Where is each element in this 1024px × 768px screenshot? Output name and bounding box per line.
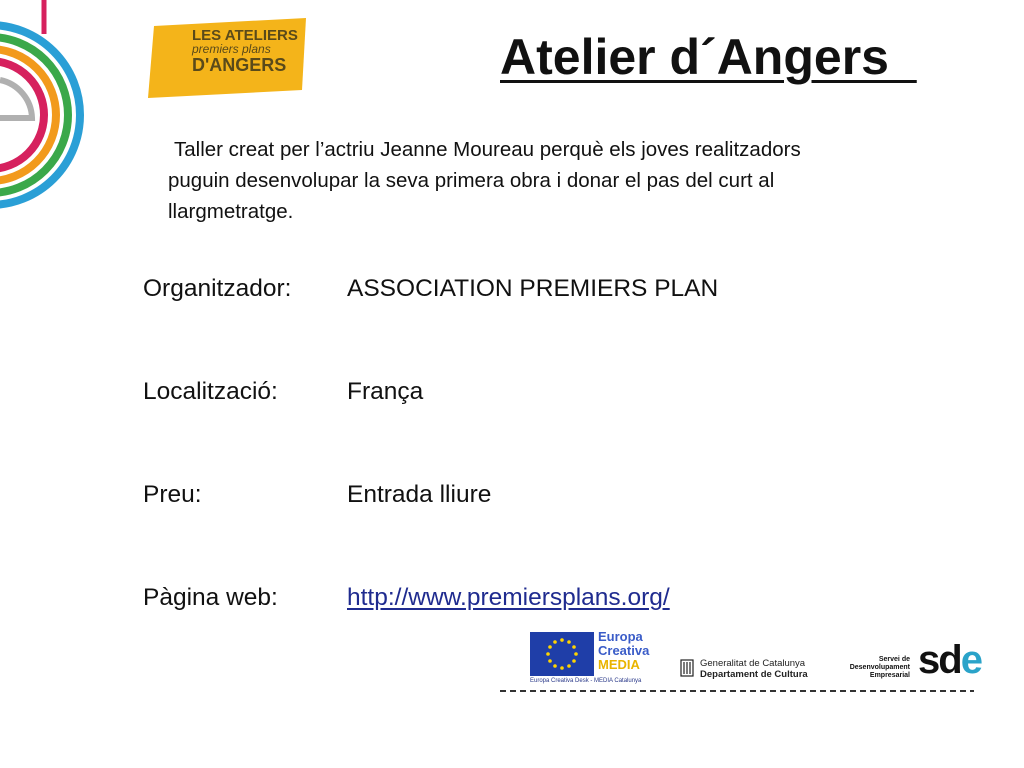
website-link[interactable]: http://www.premiersplans.org/ (347, 584, 670, 611)
footer-logos (500, 628, 981, 694)
web-label: Pàgina web: (143, 584, 278, 611)
logo-line1: LES ATELIERS (192, 27, 298, 44)
decorative-arcs (0, 0, 90, 230)
price-value: Entrada lliure (347, 481, 492, 508)
sde-e: e (960, 638, 981, 682)
europa-text: Europa (598, 629, 643, 644)
footer-divider (500, 690, 974, 692)
location-value: França (347, 378, 424, 405)
sde-caption: Servei de Desenvolupament Empresarial (849, 656, 910, 679)
sde-logo (918, 640, 981, 680)
generalitat-line2: Departament de Cultura (700, 669, 808, 680)
logo-line2: premiers plans (192, 42, 271, 56)
creativa-text: Creativa (598, 643, 650, 658)
description: Taller creat per l’actriu Jeanne Moureau perquè els joves realitzadors puguin desenvolupar la seva primera obra i donar el pas del curt al llargmetratge. (168, 138, 801, 223)
eu-flag-icon (530, 632, 594, 676)
price-label: Preu: (143, 481, 202, 508)
sde-sd: sd (918, 638, 961, 682)
organizer-label: Organitzador: (143, 275, 292, 302)
eu-desk-text: Europa Creativa Desk - MEDIA Catalunya (530, 678, 642, 684)
generalitat-text (682, 658, 808, 680)
location-label: Localització: (143, 378, 278, 405)
organizer-value: ASSOCIATION PREMIERS PLAN (347, 275, 719, 302)
generalitat-line1: Generalitat de Catalunya (700, 658, 806, 669)
page-title: Atelier d´Angers (500, 29, 917, 85)
europa-creativa-media (598, 630, 649, 672)
logo-line3: D'ANGERS (192, 55, 287, 75)
media-text: MEDIA (598, 657, 640, 672)
